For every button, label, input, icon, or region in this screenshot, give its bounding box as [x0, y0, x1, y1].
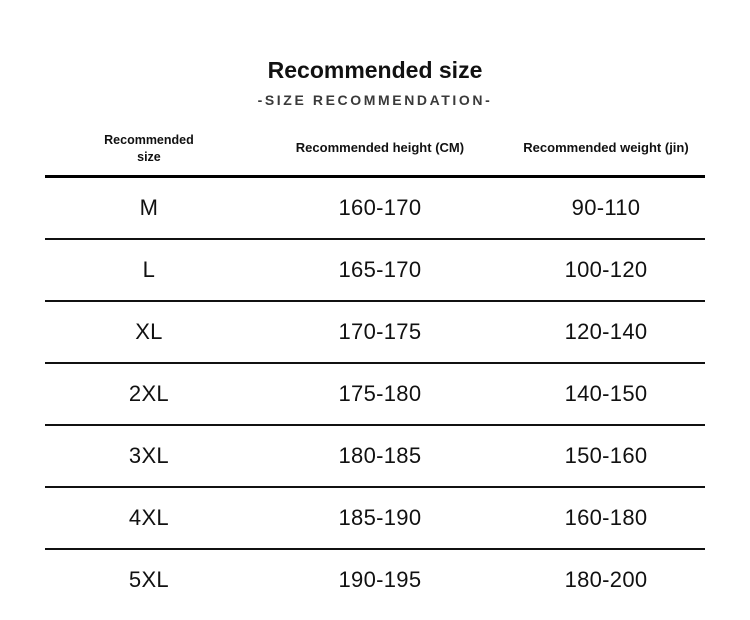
- column-header-size-line2: size: [137, 149, 161, 164]
- table-row: [45, 239, 705, 301]
- cell-weight: 180-200: [564, 566, 648, 592]
- cell-weight: 160-180: [507, 487, 705, 549]
- cell-weight: 90-110: [507, 176, 705, 239]
- column-header-height: Recommended height (CM): [295, 140, 465, 156]
- cell-weight: 100-120: [507, 239, 705, 301]
- table-body: [45, 176, 705, 610]
- cell-height: 180-185: [253, 425, 507, 487]
- cell-weight: 120-140: [507, 301, 705, 363]
- cell-size: 3XL: [45, 425, 253, 487]
- cell-size: 4XL: [45, 487, 253, 549]
- column-header-size: [45, 130, 253, 176]
- page-header: [0, 0, 750, 108]
- cell-weight: 150-160: [507, 425, 705, 487]
- cell-size: 2XL: [45, 363, 253, 425]
- table-row: [45, 425, 705, 487]
- cell-size: L: [45, 239, 253, 301]
- table-row: [45, 549, 705, 610]
- table-row: [45, 301, 705, 363]
- cell-height: 190-195: [338, 566, 422, 592]
- cell-size: 5XL: [128, 566, 169, 592]
- table-row: [45, 176, 705, 239]
- page-title: Recommended size: [267, 57, 483, 83]
- table-row: [45, 363, 705, 425]
- cell-height: 175-180: [253, 363, 507, 425]
- table-header-row: [45, 130, 705, 176]
- page-subtitle: -SIZE RECOMMENDATION-: [257, 92, 493, 109]
- cell-height: 170-175: [253, 301, 507, 363]
- cell-size: XL: [45, 301, 253, 363]
- column-header-weight: Recommended weight (jin): [523, 140, 689, 156]
- size-table: [45, 130, 705, 610]
- cell-height: 160-170: [253, 176, 507, 239]
- table-row: [45, 487, 705, 549]
- cell-size: M: [45, 176, 253, 239]
- size-table-container: [45, 130, 705, 610]
- column-header-size-line1: Recommended: [104, 133, 194, 148]
- cell-weight: 140-150: [507, 363, 705, 425]
- table-header: [45, 130, 705, 176]
- cell-height: 165-170: [253, 239, 507, 301]
- cell-height: 185-190: [253, 487, 507, 549]
